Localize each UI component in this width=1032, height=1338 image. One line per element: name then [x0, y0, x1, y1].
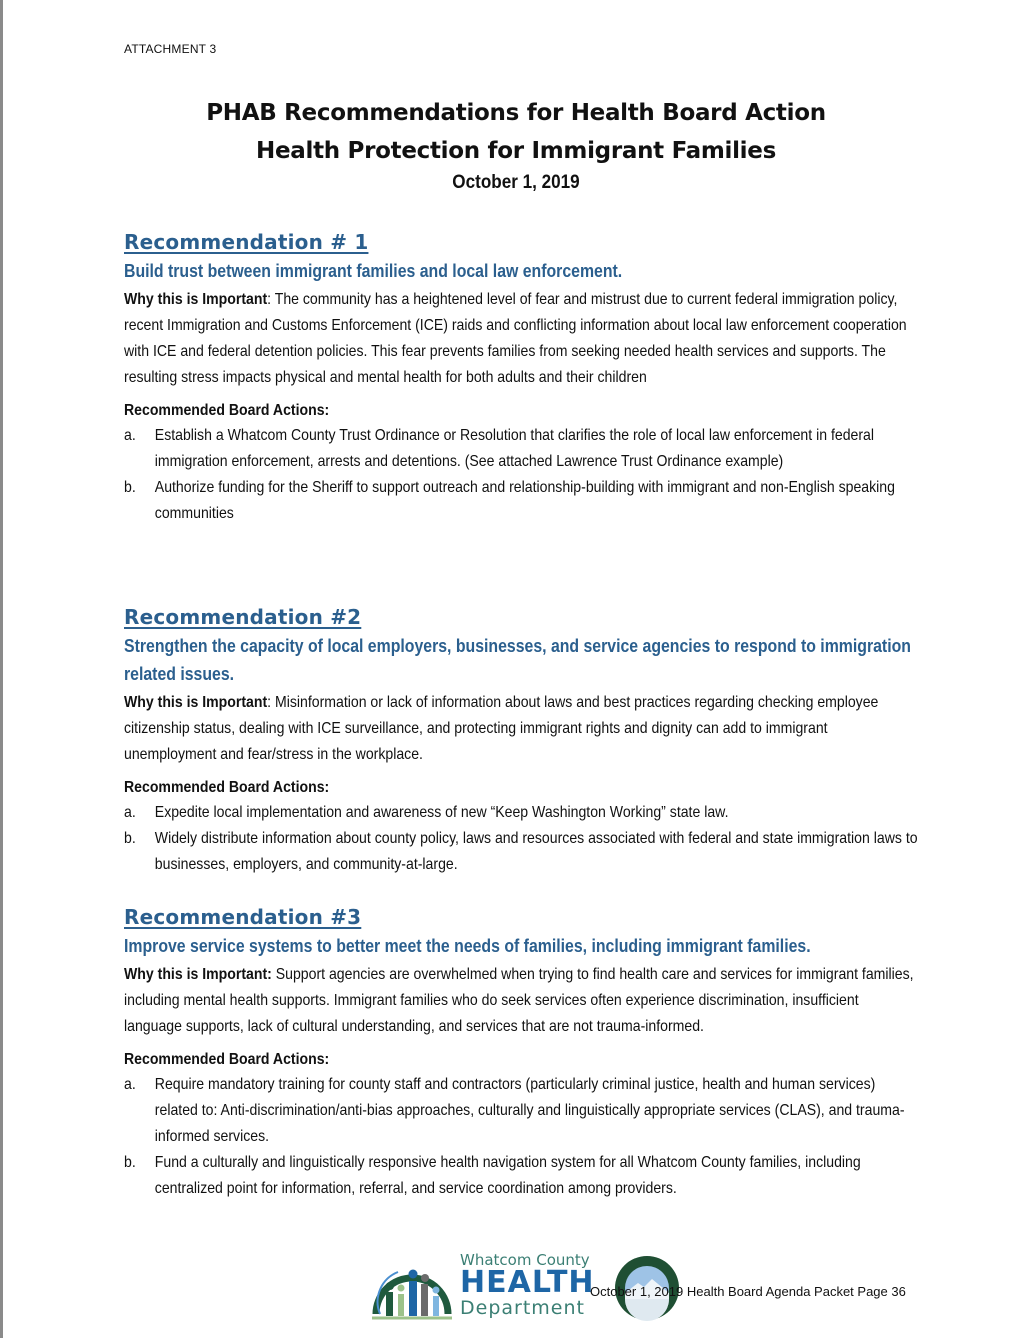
document-date: October 1, 2019	[452, 172, 580, 193]
recommendation-subtitle: Strengthen the capacity of local employers, businesses, and service agencies to respond to immigration related issues.	[124, 636, 911, 684]
actions-heading: Recommended Board Actions:	[124, 402, 330, 419]
action-text: Fund a culturally and linguistically responsive health navigation system for all Whatcom County families, including centralized point for information, referral, and service coordination among providers.	[154, 1154, 861, 1197]
logo-line-3: Department	[460, 1297, 585, 1319]
actions-heading: Recommended Board Actions:	[124, 1051, 330, 1068]
title-block	[0, 94, 1032, 194]
action-item	[124, 475, 920, 527]
action-text: Authorize funding for the Sheriff to support outreach and relationship-building with immigrant and non-English speaking communities	[154, 479, 895, 522]
actions-heading: Recommended Board Actions:	[124, 779, 330, 796]
action-label: a.	[124, 1076, 136, 1093]
why-text: Support agencies are overwhelmed when trying to find health care and services for immigrant families, including mental health supports. Immigrant families who do seek services often experience discrimination, insufficient language supports, lack of cultural understanding, and services that are not trauma-informed.	[124, 966, 914, 1035]
recommendation-subtitle: Build trust between immigrant families and local law enforcement.	[124, 261, 623, 281]
action-label: a.	[124, 804, 136, 821]
logo-line-1: Whatcom County	[460, 1251, 590, 1269]
title-line-1: PHAB Recommendations for Health Board Action	[206, 100, 826, 126]
logo-text	[460, 1252, 595, 1319]
logo-line-2: HEALTH	[460, 1265, 595, 1300]
recommendation-3	[124, 905, 924, 1202]
action-label: b.	[124, 479, 136, 496]
recommendation-subtitle: Improve service systems to better meet the needs of families, including immigrant families.	[124, 936, 811, 956]
why-text: : Misinformation or lack of information about laws and best practices regarding checking employee citizenship status, dealing with ICE surveillance, and protecting immigrant rights and dignity can add to immigrant unemployment and fear/stress in the workplace.	[124, 694, 879, 763]
action-text: Establish a Whatcom County Trust Ordinance or Resolution that clarifies the role of local law enforcement in federal immigration enforcement, arrests and detentions. (See attached Lawrence Trust Ordinance example)	[154, 427, 875, 470]
recommendation-2	[124, 605, 924, 878]
action-item	[124, 800, 920, 826]
action-item	[124, 1150, 920, 1202]
action-item	[124, 1072, 920, 1150]
action-text: Expedite local implementation and awareness of new “Keep Washington Working” state law.	[154, 804, 729, 821]
action-label: a.	[124, 427, 136, 444]
why-label: Why this is Important:	[124, 966, 272, 983]
recommendation-heading: Recommendation #2	[124, 605, 362, 629]
why-important-paragraph	[124, 962, 920, 1040]
health-department-people-icon	[368, 1252, 456, 1324]
action-item	[124, 423, 920, 475]
action-label: b.	[124, 830, 136, 847]
why-label: Why this is Important	[124, 694, 268, 711]
why-text: : The community has a heightened level of fear and mistrust due to current federal immigration policy, recent Immigration and Customs Enforcement (ICE) raids and conflicting information about local law enforcement cooperation with ICE and federal detention policies. This fear prevents families from seeking needed health services and supports. The resulting stress impacts physical and mental health for both adults and their children	[124, 291, 907, 386]
action-text: Require mandatory training for county staff and contractors (particularly criminal justice, health and human services) related to: Anti-discrimination/anti-bias approaches, culturally and linguistically appropriate services (CLAS), and trauma-informed services.	[154, 1076, 905, 1145]
health-department-logo	[368, 1252, 608, 1324]
recommendation-heading: Recommendation #3	[124, 905, 362, 929]
action-text: Widely distribute information about county policy, laws and resources associated with federal and state immigration laws to businesses, employers, and community-at-large.	[154, 830, 918, 873]
recommendation-heading: Recommendation # 1	[124, 230, 369, 254]
why-important-paragraph	[124, 690, 920, 768]
recommendation-1	[124, 230, 924, 527]
why-label: Why this is Important	[124, 291, 268, 308]
action-label: b.	[124, 1154, 136, 1171]
footer-page-text: October 1, 2019 Health Board Agenda Packet Page 36	[590, 1284, 906, 1299]
title-line-2: Health Protection for Immigrant Families	[256, 138, 776, 164]
action-item	[124, 826, 920, 878]
attachment-label: ATTACHMENT 3	[124, 42, 217, 56]
why-important-paragraph	[124, 287, 920, 391]
